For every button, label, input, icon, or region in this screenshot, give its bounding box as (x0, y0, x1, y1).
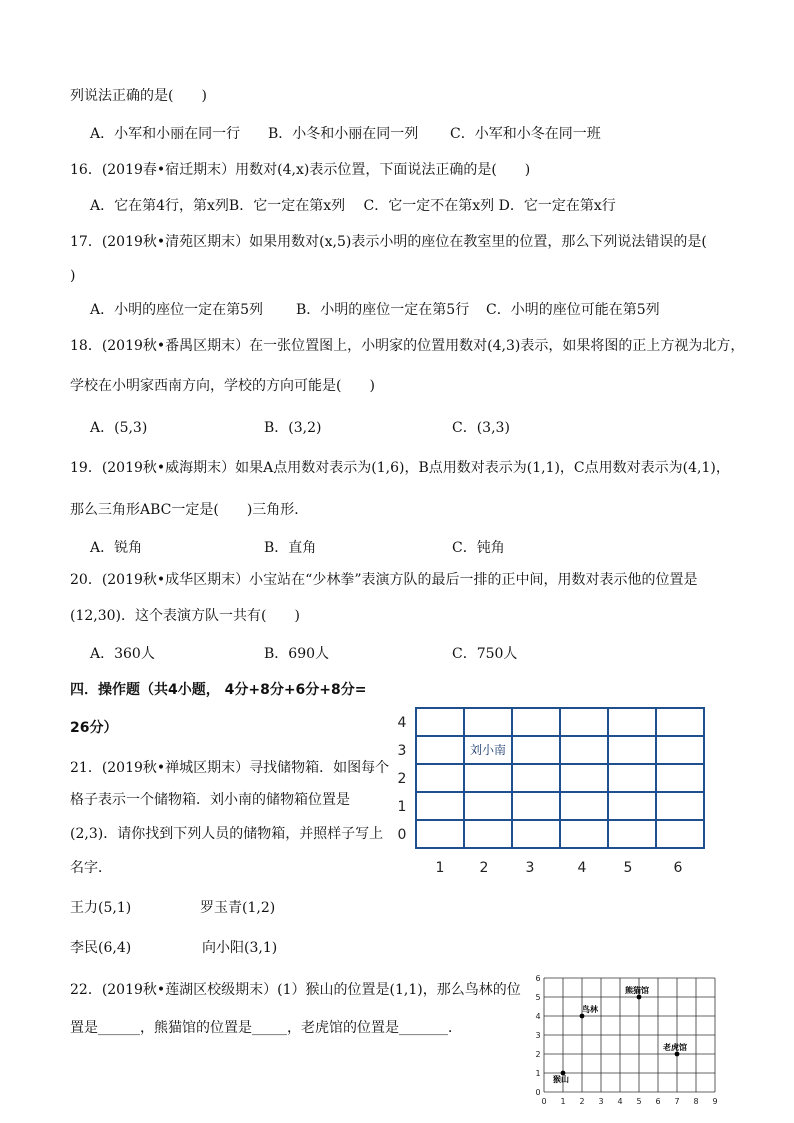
q21-person-wangli: 王力(5,1) (70, 900, 132, 916)
q21-person-xiangxiaoyang: 向小阳(3,1) (202, 940, 278, 956)
zoo-x-label: 6 (655, 1097, 661, 1106)
q15-option-b[interactable]: B．小冬和小丽在同一列 (268, 126, 419, 142)
zoo-x-label: 5 (636, 1097, 642, 1106)
zoo-x-label: 0 (541, 1097, 547, 1106)
q19-option-b[interactable]: B．直角 (264, 540, 317, 556)
locker-x-label: 5 (623, 860, 633, 876)
locker-cell[interactable] (416, 736, 464, 764)
q17-option-a[interactable]: A．小明的座位一定在第5列 (90, 302, 264, 318)
q20-option-c[interactable]: C．750人 (452, 646, 518, 662)
locker-cell[interactable] (464, 820, 512, 848)
locker-cell[interactable] (656, 708, 704, 736)
locker-cell[interactable] (512, 736, 560, 764)
q18-stem-cont: 学校在小明家西南方向，学校的方向可能是( ) (70, 378, 375, 394)
zoo-y-label: 3 (535, 1031, 541, 1040)
locker-label-liuxiaonan: 刘小南 (470, 743, 507, 757)
zoo-x-label: 1 (560, 1097, 566, 1106)
q21-stem-line3: (2,3)．请你找到下列人员的储物箱，并照样子写上 (70, 826, 384, 842)
locker-cell[interactable] (416, 764, 464, 792)
q20-option-a[interactable]: A．360人 (90, 646, 155, 662)
q22-stem-line2: 置是______，熊猫馆的位置是_____，老虎馆的位置是_______． (70, 1020, 462, 1036)
q16-stem: 16．(2019春•宿迁期末）用数对(4,x)表示位置，下面说法正确的是( ) (70, 162, 531, 178)
locker-cell[interactable] (608, 764, 656, 792)
locker-x-label: 4 (577, 860, 587, 876)
locker-cell[interactable] (416, 820, 464, 848)
zoo-x-label: 4 (617, 1097, 623, 1106)
zoo-y-label: 1 (535, 1069, 541, 1078)
locker-x-label: 2 (479, 860, 489, 876)
locker-cell[interactable] (464, 708, 512, 736)
zoo-point-marker (637, 995, 642, 1000)
zoo-point-marker (580, 1014, 585, 1019)
locker-cell[interactable] (656, 792, 704, 820)
zoo-point-marker (675, 1052, 680, 1057)
zoo-point-label: 老虎馆 (663, 1043, 687, 1052)
locker-cell[interactable] (464, 764, 512, 792)
q19-option-c[interactable]: C．钝角 (452, 540, 505, 556)
locker-cell[interactable] (560, 708, 608, 736)
locker-y-label: 1 (397, 799, 407, 815)
locker-cell[interactable] (560, 792, 608, 820)
q15-option-a[interactable]: A．小军和小丽在同一行 (90, 126, 241, 142)
q21-person-limin: 李民(6,4) (70, 940, 132, 956)
zoo-y-label: 2 (535, 1050, 541, 1059)
q15-option-c[interactable]: C．小军和小冬在同一班 (450, 126, 601, 142)
q19-option-a[interactable]: A．锐角 (90, 540, 143, 556)
zoo-map-figure (530, 970, 730, 1116)
zoo-y-label: 0 (535, 1088, 541, 1097)
locker-cell[interactable] (512, 820, 560, 848)
locker-cell[interactable] (608, 736, 656, 764)
locker-x-label: 3 (525, 860, 535, 876)
q15-stem-cont: 列说法正确的是( ) (70, 88, 207, 104)
q17-stem-cont: ) (70, 268, 76, 284)
section-4-title: 四．操作题（共4小题， 4分+8分+6分+8分= (70, 682, 367, 698)
zoo-y-label: 5 (535, 993, 541, 1002)
locker-y-label: 3 (397, 743, 407, 759)
locker-cell[interactable] (560, 820, 608, 848)
q18-option-b[interactable]: B．(3,2) (264, 420, 322, 436)
q17-option-b[interactable]: B．小明的座位一定在第5行 (296, 302, 470, 318)
locker-cell[interactable] (608, 708, 656, 736)
locker-cell[interactable] (656, 736, 704, 764)
q20-stem: 20．(2019秋•成华区期末）小宝站在“少林拳”表演方队的最后一排的正中间，用数对表示他的位置是 (70, 572, 698, 588)
q19-stem: 19．(2019秋•威海期末）如果A点用数对表示为(1,6)，B点用数对表示为(1,1)，C点用数对表示为(4,1)， (70, 460, 730, 476)
q17-stem: 17．(2019秋•清苑区期末）如果用数对(x,5)表示小明的座位在教室里的位置，那么下列说法错误的是( (70, 234, 707, 250)
zoo-point-label: 熊猫馆 (625, 986, 649, 995)
locker-cell[interactable] (512, 792, 560, 820)
q18-option-a[interactable]: A．(5,3) (90, 420, 148, 436)
q20-stem-cont: (12,30)．这个表演方队一共有( ) (70, 608, 300, 624)
zoo-y-label: 6 (535, 974, 541, 983)
zoo-y-label: 4 (535, 1012, 541, 1021)
locker-x-label: 1 (435, 860, 445, 876)
locker-cell[interactable] (512, 708, 560, 736)
locker-cell[interactable] (656, 820, 704, 848)
zoo-x-label: 3 (598, 1097, 604, 1106)
q21-person-luoyuqing: 罗玉青(1,2) (200, 900, 276, 916)
q21-stem-line1: 21．(2019秋•禅城区期末）寻找储物箱．如图每个 (70, 760, 390, 776)
locker-cell[interactable] (416, 792, 464, 820)
q16-options[interactable]: A．它在第4行，第x列B．它一定在第x列 C．它一定不在第x列 D．它一定在第x行 (90, 198, 616, 214)
locker-cell[interactable] (656, 764, 704, 792)
locker-y-label: 2 (397, 771, 407, 787)
zoo-point-label: 鸟林 (582, 1005, 598, 1014)
locker-cell[interactable] (608, 792, 656, 820)
zoo-point-label: 猴山 (553, 1075, 569, 1084)
locker-y-label: 4 (397, 715, 407, 731)
locker-cell[interactable] (560, 736, 608, 764)
q20-option-b[interactable]: B．690人 (264, 646, 330, 662)
zoo-x-label: 7 (674, 1097, 680, 1106)
locker-cell[interactable] (560, 764, 608, 792)
locker-cell[interactable] (512, 764, 560, 792)
q17-option-c[interactable]: C．小明的座位可能在第5列 (486, 302, 660, 318)
locker-cell[interactable] (464, 792, 512, 820)
locker-cell[interactable] (608, 820, 656, 848)
locker-y-label: 0 (397, 827, 407, 843)
q18-stem: 18．(2019秋•番禺区期末）在一张位置图上，小明家的位置用数对(4,3)表示，如果将图的正上方视为北方， (70, 338, 745, 354)
section-4-title-cont: 26分） (70, 720, 118, 736)
zoo-x-label: 9 (712, 1097, 718, 1106)
zoo-x-label: 2 (579, 1097, 585, 1106)
locker-grid-figure (392, 700, 708, 880)
q21-stem-line2: 格子表示一个储物箱．刘小南的储物箱位置是 (70, 792, 350, 808)
q21-stem-line4: 名字． (70, 860, 112, 876)
locker-x-label: 6 (673, 860, 683, 876)
q22-stem-line1: 22．(2019秋•莲湖区校级期末）(1）猴山的位置是(1,1)，那么鸟林的位 (70, 982, 521, 998)
q18-option-c[interactable]: C．(3,3) (452, 420, 510, 436)
q19-stem-cont: 那么三角形ABC一定是( )三角形． (70, 502, 309, 518)
locker-cell[interactable] (416, 708, 464, 736)
zoo-x-label: 8 (693, 1097, 699, 1106)
